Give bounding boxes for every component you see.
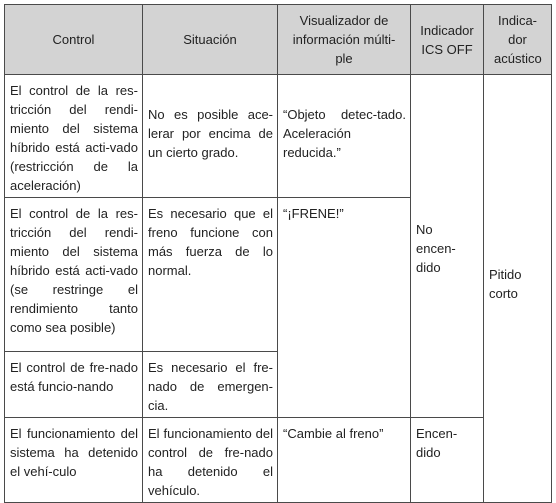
header-situacion-label: Situación	[183, 32, 237, 47]
header-row	[5, 5, 552, 75]
ics-table	[4, 4, 552, 503]
table-row	[5, 418, 552, 503]
cell-indicador-no-encendido-text: No encen-dido	[416, 221, 456, 275]
table-row	[5, 75, 552, 198]
cell-acustico-text: Pitido corto	[489, 266, 522, 301]
header-indicador-acustico	[484, 5, 552, 75]
cell-control-text: El funcionamiento del sistema ha detenido el vehí-culo	[10, 426, 138, 479]
cell-control	[5, 75, 143, 198]
cell-indicador-encendido	[411, 418, 484, 503]
cell-visualizador-text: “Cambie al freno”	[283, 426, 384, 441]
cell-indicador-encendido-text: Encen-dido	[416, 426, 458, 460]
cell-situacion	[143, 352, 278, 418]
cell-indicador-no-encendido	[411, 75, 484, 418]
cell-visualizador	[278, 418, 411, 503]
header-control	[5, 5, 143, 75]
cell-control-text: El control de fre-nado está funcio-nando	[10, 360, 138, 394]
cell-situacion-text: Es necesario que el freno funcione con más fuerza de lo normal.	[148, 206, 273, 278]
cell-situacion-text: Es necesario el fre-nado de emergen-cia.	[148, 360, 273, 413]
cell-visualizador-frene	[278, 198, 411, 418]
cell-acustico	[484, 75, 552, 503]
cell-visualizador	[278, 75, 411, 198]
header-situacion	[143, 5, 278, 75]
header-visualizador-label: Visualizador de información múlti-ple	[292, 13, 396, 66]
header-indicador-ics	[411, 5, 484, 75]
cell-situacion-text: No es posible ace-lerar por encima de un cierto grado.	[148, 107, 273, 160]
cell-situacion-text: El funcionamiento del control de fre-nado ha detenido el vehículo.	[148, 426, 273, 498]
cell-visualizador-text: “Objeto detec-tado. Aceleración reducida.”	[283, 107, 406, 160]
cell-control	[5, 198, 143, 352]
cell-visualizador-frene-text: “¡FRENE!”	[283, 206, 344, 221]
cell-control-text: El control de la res-tricción del rendi-miento del sistema híbrido está acti-vado (restricción de la aceleración)	[10, 83, 138, 193]
header-indicador-acustico-label: Indica-dor acústico	[494, 13, 542, 66]
cell-situacion	[143, 75, 278, 198]
cell-situacion	[143, 198, 278, 352]
cell-control-text: El control de la res-tricción del rendi-miento del sistema híbrido está acti-vado (se restringe el rendimiento tanto como sea posible)	[10, 206, 138, 335]
cell-control	[5, 418, 143, 503]
cell-control	[5, 352, 143, 418]
header-indicador-ics-label: Indicador ICS OFF	[420, 22, 474, 57]
header-visualizador	[278, 5, 411, 75]
header-control-label: Control	[52, 32, 95, 47]
cell-situacion	[143, 418, 278, 503]
